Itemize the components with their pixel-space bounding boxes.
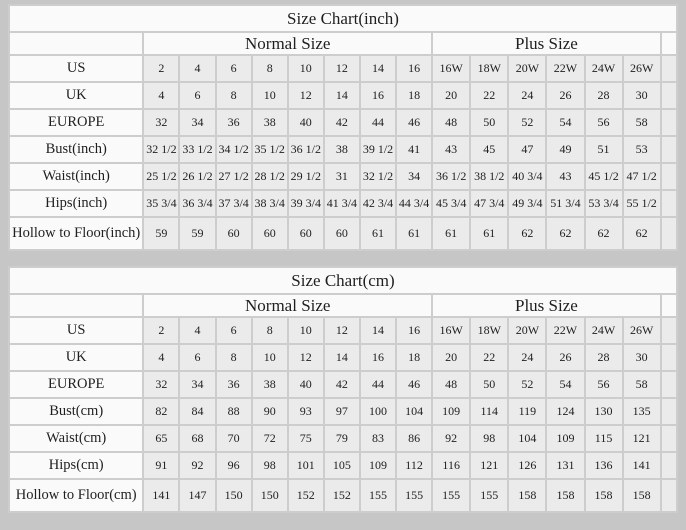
size-cell: 152 xyxy=(325,480,359,511)
size-cell: 46 xyxy=(397,372,431,397)
size-cell: 90 xyxy=(253,399,287,424)
size-cell: 60 xyxy=(325,218,359,249)
row-spacer-cell xyxy=(662,426,676,451)
row-label: Bust(inch) xyxy=(10,137,142,162)
row-spacer-cell xyxy=(662,399,676,424)
size-cell: 100 xyxy=(361,399,395,424)
size-row xyxy=(10,191,676,216)
size-cell: 20W xyxy=(509,318,545,343)
size-cell: 62 xyxy=(586,218,622,249)
size-cell: 38 3/4 xyxy=(253,191,287,216)
size-cell: 84 xyxy=(180,399,214,424)
size-cell: 22W xyxy=(547,56,583,81)
size-cell: 130 xyxy=(586,399,622,424)
size-cell: 48 xyxy=(433,110,469,135)
size-cell: 56 xyxy=(586,372,622,397)
size-cell: 109 xyxy=(433,399,469,424)
size-cell: 26 xyxy=(547,345,583,370)
size-cell: 155 xyxy=(471,480,507,511)
size-cell: 31 xyxy=(325,164,359,189)
size-cell: 158 xyxy=(586,480,622,511)
size-cell: 75 xyxy=(289,426,323,451)
size-cell: 86 xyxy=(397,426,431,451)
size-cell: 40 3/4 xyxy=(509,164,545,189)
size-row xyxy=(10,480,676,511)
size-cell: 72 xyxy=(253,426,287,451)
size-cell: 93 xyxy=(289,399,323,424)
size-cell: 20 xyxy=(433,345,469,370)
row-label: UK xyxy=(10,83,142,108)
size-cell: 98 xyxy=(253,453,287,478)
size-cell: 26W xyxy=(624,56,660,81)
row-label: Bust(cm) xyxy=(10,399,142,424)
size-row xyxy=(10,164,676,189)
size-cell: 53 xyxy=(624,137,660,162)
size-cell: 10 xyxy=(253,345,287,370)
size-cell: 36 xyxy=(217,110,251,135)
size-cell: 2 xyxy=(144,318,178,343)
size-cell: 92 xyxy=(433,426,469,451)
size-cell: 131 xyxy=(547,453,583,478)
size-cell: 155 xyxy=(397,480,431,511)
corner-cell xyxy=(10,33,142,54)
size-cell: 16 xyxy=(397,56,431,81)
size-cell: 49 xyxy=(547,137,583,162)
size-cell: 97 xyxy=(325,399,359,424)
size-cell: 26W xyxy=(624,318,660,343)
size-cell: 114 xyxy=(471,399,507,424)
group-spacer-cell xyxy=(662,33,676,54)
size-cell: 51 xyxy=(586,137,622,162)
size-cell: 61 xyxy=(433,218,469,249)
size-cell: 32 1/2 xyxy=(144,137,178,162)
size-cell: 22W xyxy=(547,318,583,343)
size-cell: 34 1/2 xyxy=(217,137,251,162)
size-cell: 92 xyxy=(180,453,214,478)
size-cell: 136 xyxy=(586,453,622,478)
size-cell: 38 xyxy=(253,110,287,135)
size-cell: 20W xyxy=(509,56,545,81)
size-cell: 50 xyxy=(471,372,507,397)
size-cell: 158 xyxy=(624,480,660,511)
size-cell: 52 xyxy=(509,110,545,135)
size-cell: 150 xyxy=(253,480,287,511)
size-cell: 12 xyxy=(289,345,323,370)
row-spacer-cell xyxy=(662,218,676,249)
size-cell: 61 xyxy=(397,218,431,249)
size-row xyxy=(10,426,676,451)
size-cell: 16 xyxy=(361,345,395,370)
size-cell: 6 xyxy=(180,83,214,108)
size-cell: 8 xyxy=(253,318,287,343)
size-cell: 24 xyxy=(509,345,545,370)
row-spacer-cell xyxy=(662,453,676,478)
size-cell: 16 xyxy=(361,83,395,108)
size-cell: 16W xyxy=(433,318,469,343)
size-cell: 39 3/4 xyxy=(289,191,323,216)
size-cell: 8 xyxy=(217,345,251,370)
size-cell: 14 xyxy=(325,83,359,108)
size-cell: 33 1/2 xyxy=(180,137,214,162)
size-cell: 25 1/2 xyxy=(144,164,178,189)
size-cell: 105 xyxy=(325,453,359,478)
size-cell: 62 xyxy=(509,218,545,249)
size-cell: 18W xyxy=(471,318,507,343)
group-header-plus-size: Plus Size xyxy=(433,295,660,316)
size-cell: 124 xyxy=(547,399,583,424)
size-cell: 60 xyxy=(253,218,287,249)
size-cell: 28 xyxy=(586,345,622,370)
size-cell: 24 xyxy=(509,83,545,108)
size-cell: 37 3/4 xyxy=(217,191,251,216)
size-cell: 58 xyxy=(624,372,660,397)
size-cell: 44 3/4 xyxy=(397,191,431,216)
size-cell: 158 xyxy=(547,480,583,511)
size-cell: 27 1/2 xyxy=(217,164,251,189)
size-cell: 30 xyxy=(624,83,660,108)
size-row xyxy=(10,110,676,135)
size-cell: 54 xyxy=(547,372,583,397)
row-label: EUROPE xyxy=(10,372,142,397)
size-cell: 44 xyxy=(361,110,395,135)
size-cell: 6 xyxy=(180,345,214,370)
size-cell: 121 xyxy=(624,426,660,451)
size-cell: 83 xyxy=(361,426,395,451)
row-spacer-cell xyxy=(662,83,676,108)
size-cell: 42 xyxy=(325,372,359,397)
size-cell: 42 3/4 xyxy=(361,191,395,216)
size-cell: 60 xyxy=(217,218,251,249)
size-cell: 18 xyxy=(397,345,431,370)
size-cell: 88 xyxy=(217,399,251,424)
charts xyxy=(8,4,678,513)
size-cell: 2 xyxy=(144,56,178,81)
size-cell: 14 xyxy=(361,318,395,343)
size-cell: 16 xyxy=(397,318,431,343)
corner-cell xyxy=(10,295,142,316)
size-cell: 12 xyxy=(325,318,359,343)
size-cell: 32 xyxy=(144,110,178,135)
row-spacer-cell xyxy=(662,164,676,189)
size-cell: 10 xyxy=(289,318,323,343)
row-label: UK xyxy=(10,345,142,370)
size-cell: 10 xyxy=(253,83,287,108)
size-cell: 35 3/4 xyxy=(144,191,178,216)
size-cell: 28 1/2 xyxy=(253,164,287,189)
size-row xyxy=(10,56,676,81)
size-cell: 24W xyxy=(586,56,622,81)
size-cell: 12 xyxy=(325,56,359,81)
size-cell: 116 xyxy=(433,453,469,478)
size-cell: 104 xyxy=(397,399,431,424)
size-row xyxy=(10,83,676,108)
size-row xyxy=(10,345,676,370)
size-cell: 47 1/2 xyxy=(624,164,660,189)
size-cell: 50 xyxy=(471,110,507,135)
size-cell: 150 xyxy=(217,480,251,511)
size-cell: 54 xyxy=(547,110,583,135)
size-cell: 42 xyxy=(325,110,359,135)
group-header-plus-size: Plus Size xyxy=(433,33,660,54)
size-cell: 40 xyxy=(289,372,323,397)
row-spacer-cell xyxy=(662,480,676,511)
size-cell: 36 xyxy=(217,372,251,397)
size-cell: 22 xyxy=(471,345,507,370)
size-cell: 155 xyxy=(361,480,395,511)
chart-title: Size Chart(inch) xyxy=(10,6,676,31)
size-cell: 45 1/2 xyxy=(586,164,622,189)
size-cell: 59 xyxy=(144,218,178,249)
size-cell: 14 xyxy=(325,345,359,370)
size-cell: 45 xyxy=(471,137,507,162)
size-cell: 39 1/2 xyxy=(361,137,395,162)
size-cell: 47 xyxy=(509,137,545,162)
size-cell: 147 xyxy=(180,480,214,511)
row-spacer-cell xyxy=(662,56,676,81)
size-cell: 91 xyxy=(144,453,178,478)
size-cell: 24W xyxy=(586,318,622,343)
size-cell: 10 xyxy=(289,56,323,81)
size-cell: 34 xyxy=(397,164,431,189)
size-cell: 158 xyxy=(509,480,545,511)
row-label: US xyxy=(10,318,142,343)
size-cell: 45 3/4 xyxy=(433,191,469,216)
size-cell: 6 xyxy=(217,318,251,343)
size-cell: 36 1/2 xyxy=(433,164,469,189)
size-cell: 38 1/2 xyxy=(471,164,507,189)
row-spacer-cell xyxy=(662,137,676,162)
row-spacer-cell xyxy=(662,110,676,135)
size-cell: 40 xyxy=(289,110,323,135)
row-label: Waist(cm) xyxy=(10,426,142,451)
size-cell: 135 xyxy=(624,399,660,424)
size-chart-inch xyxy=(8,4,678,251)
size-cell: 46 xyxy=(397,110,431,135)
size-cell: 126 xyxy=(509,453,545,478)
size-cell: 112 xyxy=(397,453,431,478)
size-cell: 61 xyxy=(471,218,507,249)
size-cell: 38 xyxy=(253,372,287,397)
size-cell: 62 xyxy=(547,218,583,249)
size-cell: 28 xyxy=(586,83,622,108)
size-cell: 38 xyxy=(325,137,359,162)
size-cell: 70 xyxy=(217,426,251,451)
size-cell: 26 1/2 xyxy=(180,164,214,189)
size-cell: 104 xyxy=(509,426,545,451)
size-cell: 41 xyxy=(397,137,431,162)
row-label: Waist(inch) xyxy=(10,164,142,189)
size-cell: 101 xyxy=(289,453,323,478)
size-cell: 16W xyxy=(433,56,469,81)
group-spacer-cell xyxy=(662,295,676,316)
size-cell: 34 xyxy=(180,110,214,135)
size-cell: 36 1/2 xyxy=(289,137,323,162)
size-cell: 18 xyxy=(397,83,431,108)
size-cell: 30 xyxy=(624,345,660,370)
chart-title: Size Chart(cm) xyxy=(10,268,676,293)
size-row xyxy=(10,318,676,343)
size-cell: 4 xyxy=(180,318,214,343)
size-cell: 58 xyxy=(624,110,660,135)
row-label: US xyxy=(10,56,142,81)
size-cell: 14 xyxy=(361,56,395,81)
size-cell: 56 xyxy=(586,110,622,135)
size-cell: 4 xyxy=(180,56,214,81)
row-spacer-cell xyxy=(662,372,676,397)
size-cell: 115 xyxy=(586,426,622,451)
size-cell: 22 xyxy=(471,83,507,108)
size-row xyxy=(10,399,676,424)
row-label: Hollow to Floor(inch) xyxy=(10,218,142,249)
size-cell: 43 xyxy=(433,137,469,162)
size-cell: 4 xyxy=(144,345,178,370)
size-row xyxy=(10,218,676,249)
row-label: Hips(inch) xyxy=(10,191,142,216)
size-cell: 60 xyxy=(289,218,323,249)
size-cell: 35 1/2 xyxy=(253,137,287,162)
size-cell: 47 3/4 xyxy=(471,191,507,216)
size-cell: 96 xyxy=(217,453,251,478)
size-cell: 49 3/4 xyxy=(509,191,545,216)
size-cell: 59 xyxy=(180,218,214,249)
size-cell: 36 3/4 xyxy=(180,191,214,216)
row-spacer-cell xyxy=(662,345,676,370)
size-cell: 82 xyxy=(144,399,178,424)
size-cell: 26 xyxy=(547,83,583,108)
size-cell: 119 xyxy=(509,399,545,424)
size-cell: 109 xyxy=(361,453,395,478)
size-cell: 41 3/4 xyxy=(325,191,359,216)
size-row xyxy=(10,453,676,478)
group-header-normal-size: Normal Size xyxy=(144,33,431,54)
size-cell: 152 xyxy=(289,480,323,511)
size-cell: 12 xyxy=(289,83,323,108)
size-cell: 4 xyxy=(144,83,178,108)
size-cell: 68 xyxy=(180,426,214,451)
size-cell: 34 xyxy=(180,372,214,397)
size-cell: 32 xyxy=(144,372,178,397)
size-cell: 29 1/2 xyxy=(289,164,323,189)
size-cell: 32 1/2 xyxy=(361,164,395,189)
row-spacer-cell xyxy=(662,318,676,343)
size-cell: 8 xyxy=(217,83,251,108)
size-cell: 20 xyxy=(433,83,469,108)
size-cell: 51 3/4 xyxy=(547,191,583,216)
row-label: EUROPE xyxy=(10,110,142,135)
size-cell: 121 xyxy=(471,453,507,478)
size-row xyxy=(10,372,676,397)
row-label: Hollow to Floor(cm) xyxy=(10,480,142,511)
size-cell: 52 xyxy=(509,372,545,397)
size-cell: 79 xyxy=(325,426,359,451)
size-cell: 141 xyxy=(624,453,660,478)
size-cell: 61 xyxy=(361,218,395,249)
row-spacer-cell xyxy=(662,191,676,216)
size-cell: 141 xyxy=(144,480,178,511)
size-cell: 98 xyxy=(471,426,507,451)
size-cell: 109 xyxy=(547,426,583,451)
size-cell: 44 xyxy=(361,372,395,397)
size-cell: 48 xyxy=(433,372,469,397)
group-header-normal-size: Normal Size xyxy=(144,295,431,316)
size-cell: 155 xyxy=(433,480,469,511)
size-cell: 65 xyxy=(144,426,178,451)
size-row xyxy=(10,137,676,162)
size-cell: 62 xyxy=(624,218,660,249)
size-chart-cm xyxy=(8,266,678,513)
size-cell: 8 xyxy=(253,56,287,81)
size-cell: 6 xyxy=(217,56,251,81)
size-cell: 53 3/4 xyxy=(586,191,622,216)
size-cell: 18W xyxy=(471,56,507,81)
size-cell: 55 1/2 xyxy=(624,191,660,216)
row-label: Hips(cm) xyxy=(10,453,142,478)
size-cell: 43 xyxy=(547,164,583,189)
